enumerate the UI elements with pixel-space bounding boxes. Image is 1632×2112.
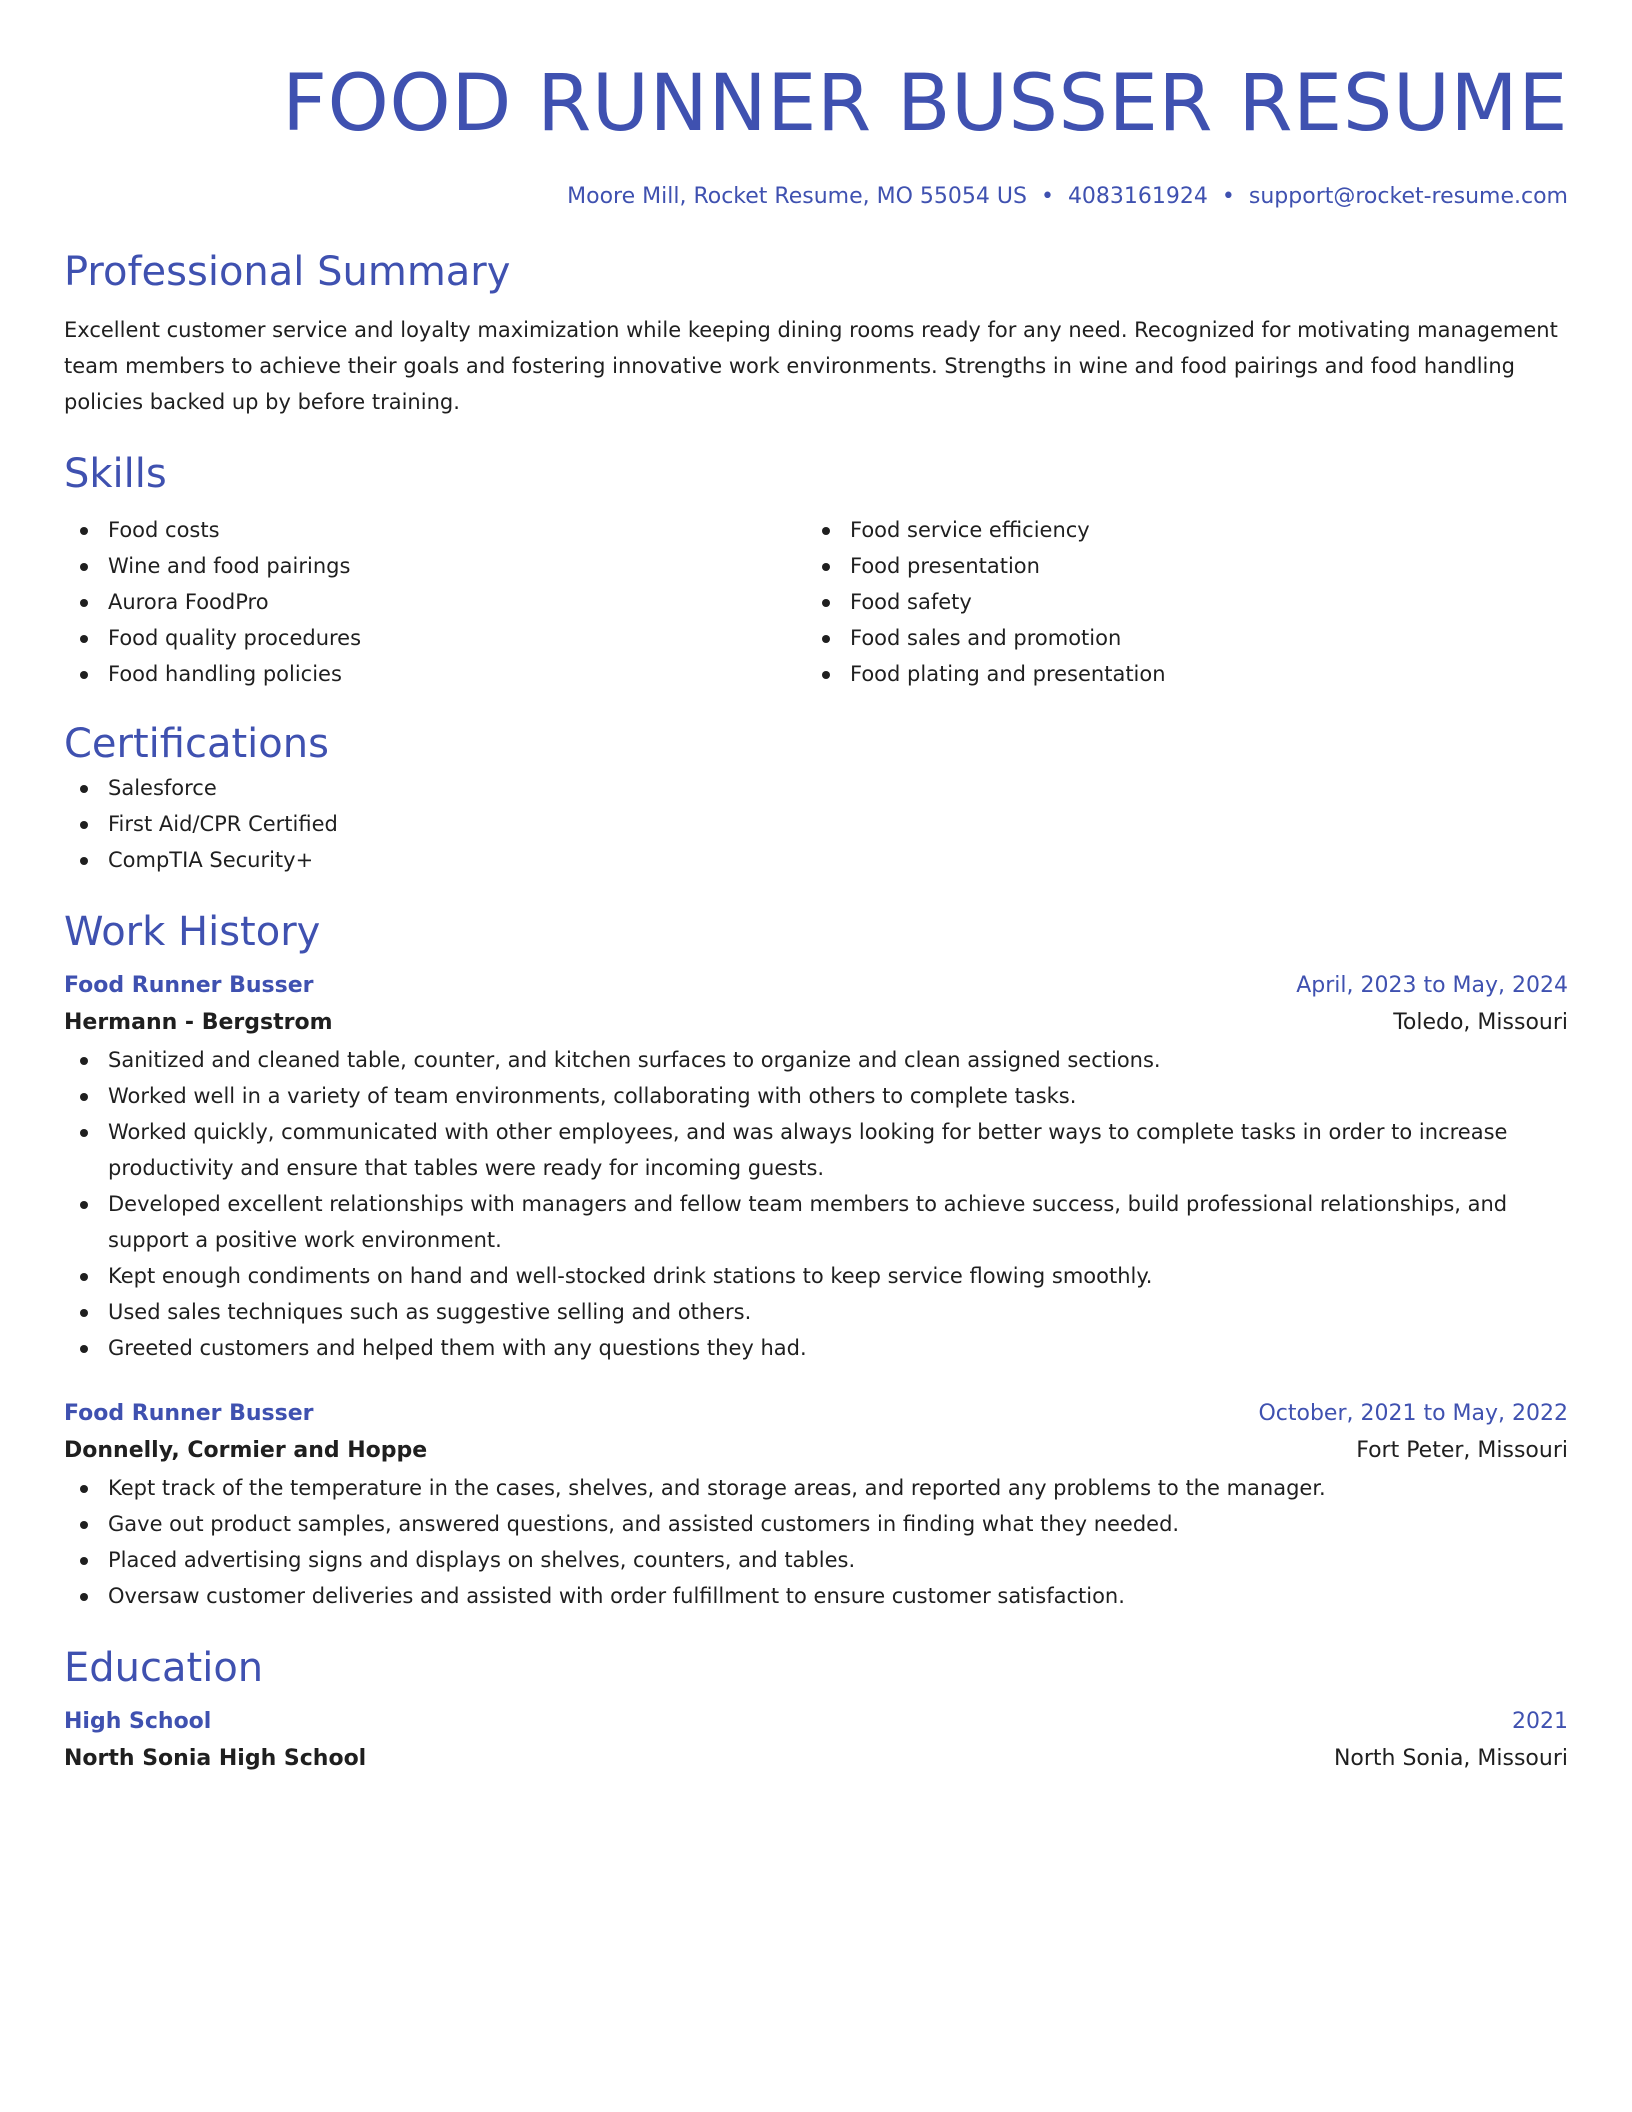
job-company: Donnelly, Cormier and Hoppe	[64, 1438, 428, 1463]
education-degree: High School	[64, 1709, 212, 1734]
section-title-skills: Skills	[64, 451, 167, 497]
bullet-separator: •	[1221, 184, 1235, 209]
skill-item: Aurora FoodPro	[64, 584, 806, 620]
education-school-row	[64, 1740, 1568, 1778]
section-title-summary: Professional Summary	[64, 249, 511, 295]
section-title-work-history: Work History	[64, 909, 321, 955]
skill-item: Food presentation	[806, 548, 1548, 584]
job-entry	[64, 968, 1568, 1366]
job-duty-item: Placed advertising signs and displays on shelves, counters, and tables.	[64, 1542, 1568, 1578]
resume-header	[64, 0, 1568, 212]
education-year: 2021	[1512, 1709, 1568, 1734]
job-duty-item: Oversaw customer deliveries and assisted with order fulfillment to ensure customer satisfaction.	[64, 1578, 1568, 1614]
education-school: North Sonia High School	[64, 1746, 367, 1771]
contact-address: Moore Mill, Rocket Resume, MO 55054 US	[567, 184, 1027, 209]
education-entry	[64, 1704, 1568, 1778]
section-title-education: Education	[64, 1645, 264, 1691]
skill-item: Food handling policies	[64, 656, 806, 692]
job-title-row	[64, 1396, 1568, 1432]
job-role: Food Runner Busser	[64, 1401, 314, 1426]
job-duty-item: Kept enough condiments on hand and well-stocked drink stations to keep service flowing smoothly.	[64, 1258, 1568, 1294]
job-company-row	[64, 1004, 1568, 1042]
job-duty-item: Used sales techniques such as suggestive selling and others.	[64, 1294, 1568, 1330]
certification-item: CompTIA Security+	[64, 842, 1568, 878]
skill-item: Food safety	[806, 584, 1548, 620]
job-duty-item: Worked quickly, communicated with other employees, and was always looking for better ways to complete tasks in order to increase productivity and ensure that tables were ready for incoming guests.	[64, 1114, 1568, 1186]
job-dates: October, 2021 to May, 2022	[1258, 1401, 1568, 1426]
certification-item: Salesforce	[64, 770, 1568, 806]
bullet-separator: •	[1040, 184, 1054, 209]
education-location: North Sonia, Missouri	[1333, 1746, 1568, 1771]
skill-item: Food quality procedures	[64, 620, 806, 656]
skill-item: Food costs	[64, 512, 806, 548]
summary-text: Excellent customer service and loyalty maximization while keeping dining rooms ready for any need. Recognized for motivating management team members to achieve their goals and fostering innovative work environments. Strengths in wine and food pairings and food handling policies backed up by before training.	[64, 318, 1558, 414]
contact-line	[64, 182, 1568, 212]
resume-title: FOOD RUNNER BUSSER RESUME	[282, 59, 1568, 149]
job-duties-list	[64, 1042, 1568, 1366]
skills-column-left	[64, 512, 806, 692]
job-company: Hermann - Bergstrom	[64, 1010, 333, 1035]
job-company-row	[64, 1432, 1568, 1470]
job-location: Toledo, Missouri	[1393, 1010, 1568, 1035]
job-role: Food Runner Busser	[64, 973, 314, 998]
job-duty-item: Sanitized and cleaned table, counter, and kitchen surfaces to organize and clean assigned sections.	[64, 1042, 1568, 1078]
job-duty-item: Developed excellent relationships with managers and fellow team members to achieve success, build professional relationships, and support a positive work environment.	[64, 1186, 1568, 1258]
skill-item: Food plating and presentation	[806, 656, 1548, 692]
certification-item: First Aid/CPR Certified	[64, 806, 1568, 842]
job-dates: April, 2023 to May, 2024	[1296, 973, 1568, 998]
contact-phone: 4083161924	[1067, 184, 1208, 209]
job-duty-item: Greeted customers and helped them with any questions they had.	[64, 1330, 1568, 1366]
certifications-list	[64, 770, 1568, 878]
job-duty-item: Gave out product samples, answered questions, and assisted customers in finding what they needed.	[64, 1506, 1568, 1542]
skill-item: Food service efficiency	[806, 512, 1548, 548]
job-duty-item: Kept track of the temperature in the cases, shelves, and storage areas, and reported any problems to the manager.	[64, 1470, 1568, 1506]
education-degree-row	[64, 1704, 1568, 1740]
job-entry	[64, 1396, 1568, 1614]
job-duties-list	[64, 1470, 1568, 1614]
job-duty-item: Worked well in a variety of team environments, collaborating with others to complete tasks.	[64, 1078, 1568, 1114]
skill-item: Wine and food pairings	[64, 548, 806, 584]
skills-list	[64, 512, 1568, 692]
section-title-certifications: Certifications	[64, 721, 329, 767]
job-location: Fort Peter, Missouri	[1356, 1438, 1568, 1463]
resume-page	[64, 0, 1568, 1778]
contact-email: support@rocket-resume.com	[1248, 184, 1568, 209]
skill-item: Food sales and promotion	[806, 620, 1548, 656]
skills-column-right	[806, 512, 1548, 692]
job-title-row	[64, 968, 1568, 1004]
